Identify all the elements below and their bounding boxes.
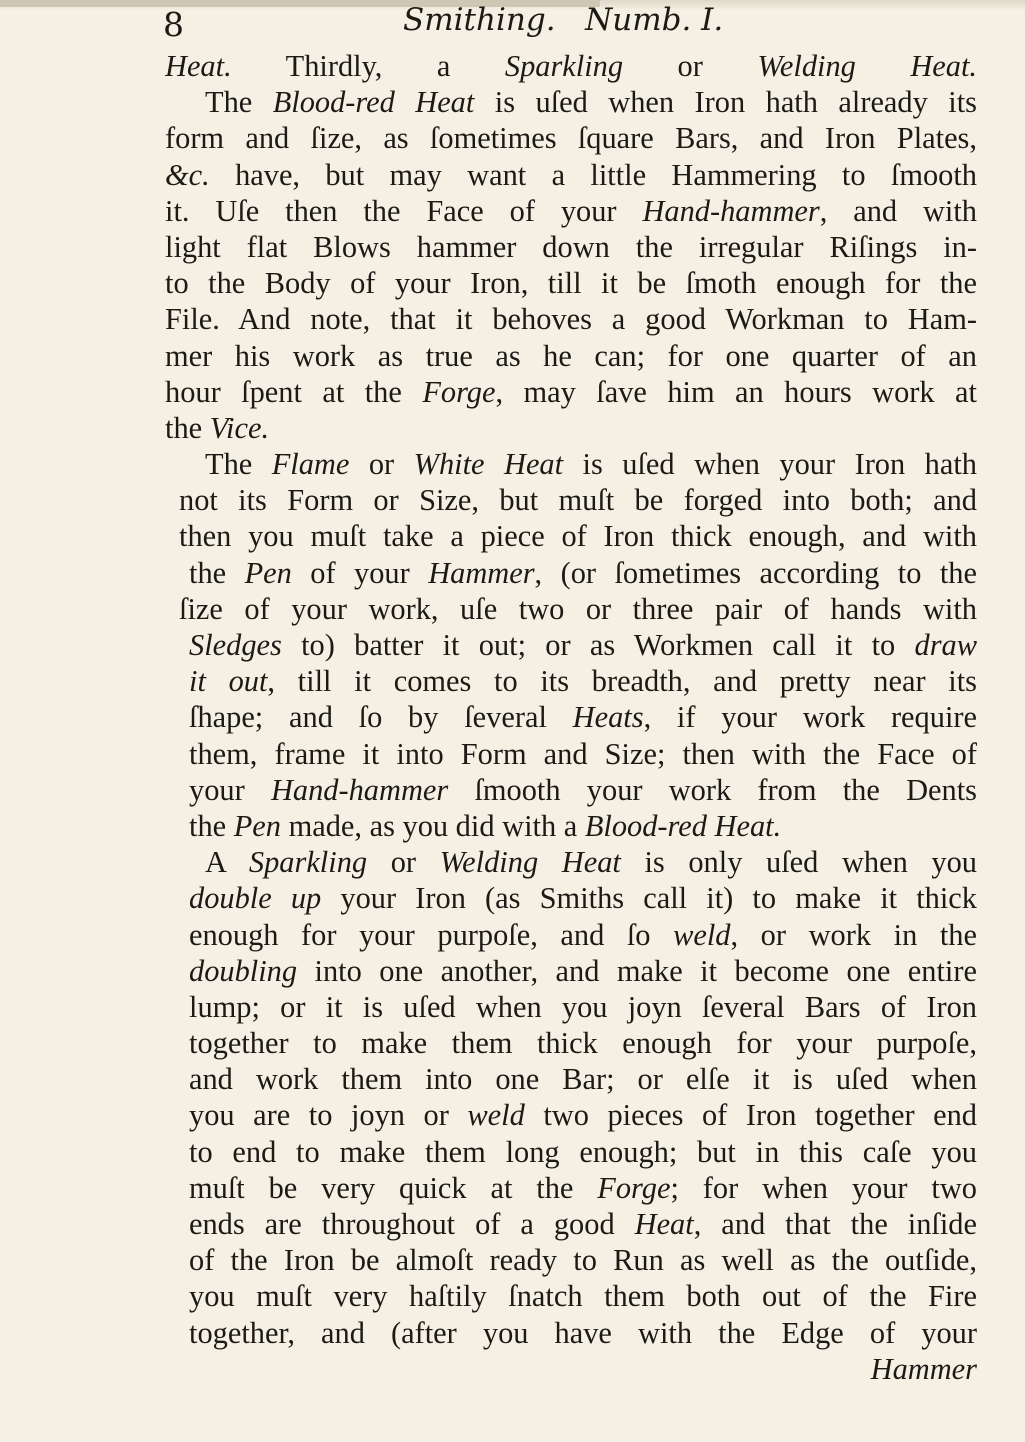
text-line: to end to make them long enough; but in this caſe you (189, 1134, 977, 1169)
text-line: you are to joyn or weld two pieces of Iron together end (189, 1098, 977, 1133)
text-line: form and ſize, as ſometimes ſquare Bars, and Iron Plates, (165, 121, 977, 156)
text-line: double up your Iron (as Smiths call it) to make it thick (189, 881, 977, 916)
text-line: the Vice. (165, 410, 270, 445)
text-line: to the Body of your Iron, till it be ſmoth enough for the (165, 266, 977, 301)
text-line: you muſt very haſtily ſnatch them both out of the Fire (189, 1279, 977, 1314)
text-line: ends are throughout of a good Heat, and that the inſide (189, 1207, 977, 1241)
text-line: of the Iron be almoſt ready to Run as well as the outſide, (189, 1243, 977, 1278)
text-line: light flat Blows hammer down the irregular Riſings in- (165, 229, 977, 264)
text-line: hour ſpent at the Forge, may ſave him an hours work at (165, 374, 977, 409)
text-line: doubling into one another, and make it become one entire (189, 953, 977, 988)
running-head (165, 0, 985, 50)
text-line: your Hand-hammer ſmooth your work from the Dents (189, 772, 977, 807)
text-line: the Pen made, as you did with a Blood-red Heat. (189, 808, 782, 843)
text-line: muſt be very quick at the Forge; for when your two (189, 1170, 977, 1205)
text-line: mer his work as true as he can; for one quarter of an (165, 338, 977, 373)
text-line: together to make them thick enough for your purpoſe, (189, 1026, 977, 1061)
text-line: enough for your purpoſe, and ſo weld, or work in the (189, 917, 977, 952)
running-title (403, 2, 723, 38)
running-title-text: Smithing. (403, 2, 556, 38)
text-line: ſhape; and ſo by ſeveral Heats, if your work require (189, 700, 977, 735)
body-text (165, 48, 977, 1387)
text-line: them, frame it into Form and Size; then with the Face of (189, 736, 977, 771)
page-number: 8 (163, 5, 184, 44)
text-line: Sledges to) batter it out; or as Workmen call it to draw (189, 628, 977, 662)
text-line: then you muſt take a piece of Iron thick enough, and with (179, 519, 977, 554)
text-line: File. And note, that it behoves a good Workman to Ham- (165, 302, 977, 337)
text-line: A Sparkling or Welding Heat is only uſed when you (205, 845, 977, 880)
text-line: The Flame or White Heat is uſed when your Iron hath (205, 447, 977, 482)
text-line: &c. have, but may want a little Hammering to ſmooth (165, 157, 977, 192)
text-line: lump; or it is uſed when you joyn ſeveral Bars of Iron (189, 989, 977, 1024)
catchword: Hammer (870, 1351, 977, 1386)
text-line: The Blood-red Heat is uſed when Iron hath already its (205, 85, 977, 120)
text-line: together, and (after you have with the Edge of your (189, 1315, 977, 1350)
text-line: ſize of your work, uſe two or three pair of hands with (179, 591, 977, 626)
text-line: it. Uſe then the Face of your Hand-hammer, and with (165, 193, 977, 228)
issue-number: Numb. I. (585, 2, 724, 38)
text-line: and work them into one Bar; or elſe it is uſed when (189, 1062, 977, 1097)
text-line: not its Form or Size, but muſt be forged into both; and (179, 483, 977, 518)
text-line: it out, till it comes to its breadth, and pretty near its (189, 664, 977, 699)
text-line: the Pen of your Hammer, (or ſometimes according to the (189, 555, 977, 590)
text-line: Heat. Thirdly, a Sparkling or Welding Heat. (165, 49, 977, 83)
